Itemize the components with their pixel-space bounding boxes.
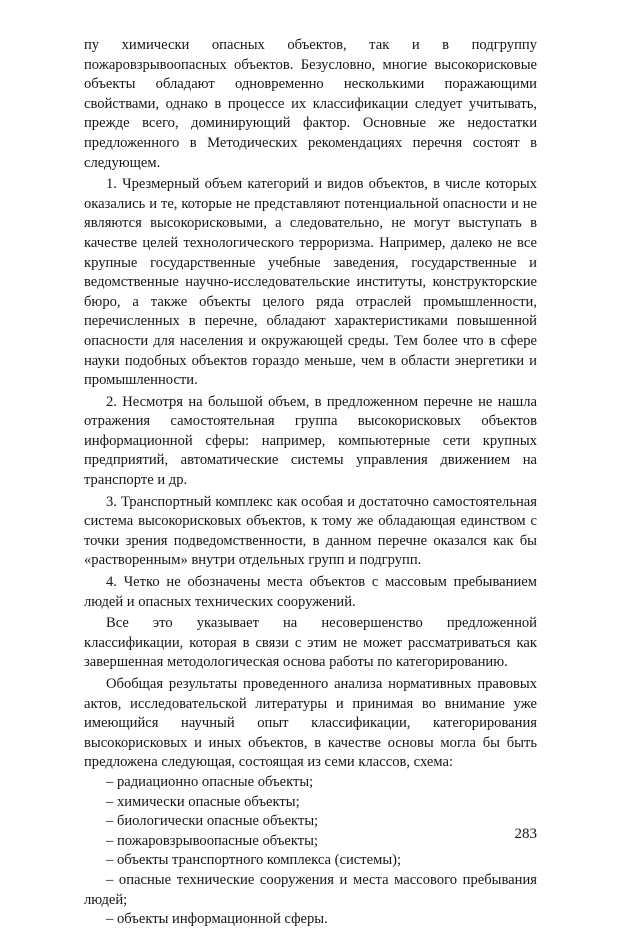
paragraph-conclusion: Все это указывает на несовершенство предложенной классификации, которая в связи с этим не может рассматриваться как завершенная методологическая основа работы по категорированию. — [84, 615, 537, 671]
classes-list — [84, 773, 537, 930]
list-item: – объекты информационной сферы. — [106, 911, 328, 928]
paragraph-continuation: пу химически опасных объектов, так и в подгруппу пожаровзрывоопасных объектов. Безусловно, многие высокорисковые объекты обладают одновременно несколькими поражающими свойствами, однако в процессе их классификации следует учитывать, прежде всего, доминирующий фактор. Основные же недостатки предложенного в Методических рекомендациях перечня состоят в следующем. — [84, 37, 537, 171]
list-item: – объекты транспортного комплекса (системы); — [106, 852, 402, 869]
paragraph-point-1: 1. Чрезмерный объем категорий и видов объектов, в числе которых оказались и те, которые не представляют потенциальной опасности и не являются высокорисковыми, а следовательно, не могут выступать в качестве целей технологического терроризма. Например, далеко не все крупные государственные учебные заведения, государственные и ведомственные научно-исследовательские институты, конструкторские бюро, а также объекты целого ряда отраслей промышленности, перечисленных в перечне, обладают характеристиками повышенной опасности для населения и окружающей среды. Тем более что в сфере науки подобных объектов гораздо меньше, чем в области энергетики и промышленности. — [84, 176, 537, 389]
list-item: – биологически опасные объекты; — [106, 813, 319, 830]
paragraph-point-2: 2. Несмотря на большой объем, в предложенном перечне не нашла отражения самостоятельная группа высокорисковых объектов информационной сферы: например, компьютерные сети крупных предприятий, автоматические системы управления движением на транспорте и др. — [84, 393, 537, 489]
page-number: 283 — [514, 826, 537, 842]
list-item: – химически опасные объекты; — [106, 793, 300, 810]
list-item: – опасные технические сооружения и места массового пребывания людей; — [84, 871, 537, 908]
page-body-text — [84, 36, 537, 930]
list-item: – пожаровзрывоопасные объекты; — [106, 832, 319, 849]
paragraph-scheme-intro: Обобщая результаты проведенного анализа нормативных правовых актов, исследовательской литературы и принимая во внимание уже имеющийся научный опыт классификации, категорирования высокорисковых и иных объектов, в качестве основы могла бы быть предложена следующая, состоящая из семи классов, схема: — [84, 676, 537, 771]
paragraph-point-4: 4. Четко не обозначены места объектов с массовым пребыванием людей и опасных технических сооружений. — [84, 574, 537, 610]
paragraph-point-3: 3. Транспортный комплекс как особая и достаточно самостоятельная система высокорисковых объектов, к тому же обладающая единством с точки зрения подведомственности, в данном перечне оказался как бы «растворенным» внутри отдельных групп и подгрупп. — [84, 493, 537, 569]
list-item: – радиационно опасные объекты; — [106, 773, 314, 790]
